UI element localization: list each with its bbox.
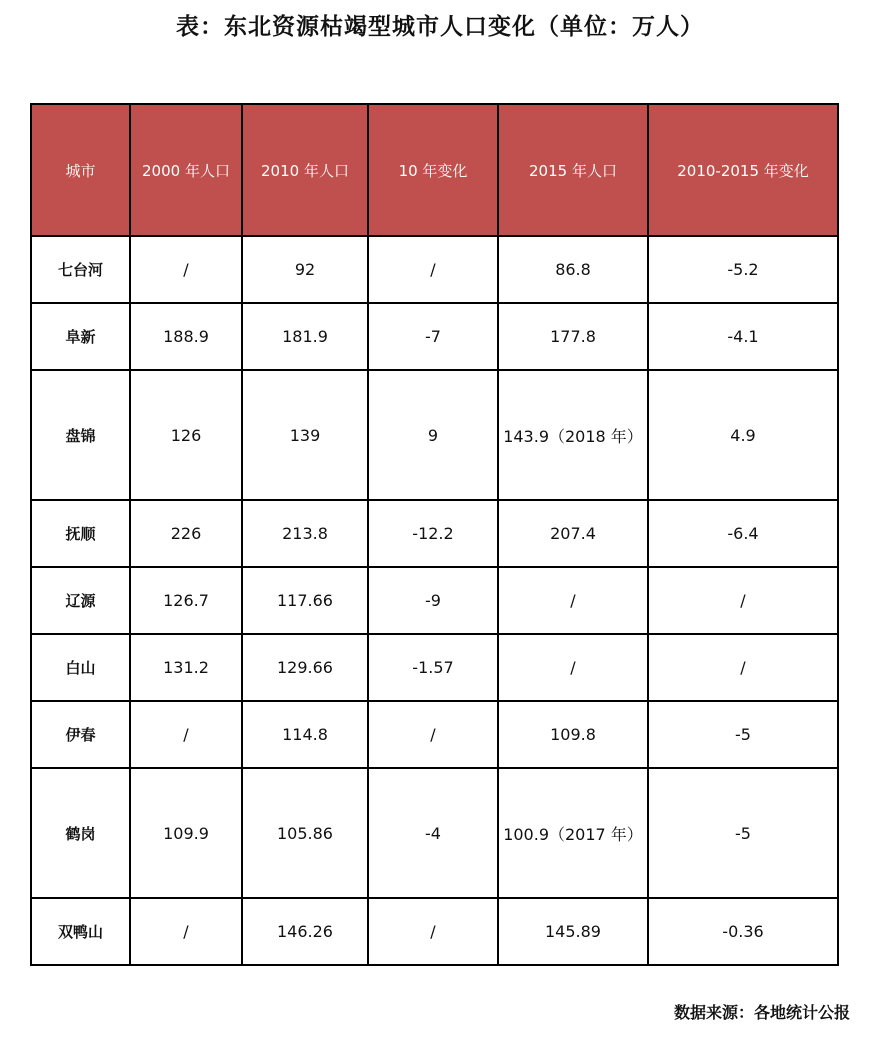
cell-2015-population: 145.89 xyxy=(498,898,648,965)
cell-2010-population: 105.86 xyxy=(242,768,368,898)
table-row xyxy=(31,634,838,701)
cell-city: 七台河 xyxy=(31,236,130,303)
cell-10-year-change: -12.2 xyxy=(368,500,498,567)
cell-2010-2015-change: -4.1 xyxy=(648,303,838,370)
cell-city: 白山 xyxy=(31,634,130,701)
header-city: 城市 xyxy=(31,104,130,236)
cell-city: 伊春 xyxy=(31,701,130,768)
cell-10-year-change: -9 xyxy=(368,567,498,634)
cell-10-year-change: 9 xyxy=(368,370,498,500)
table-row xyxy=(31,898,838,965)
cell-2015-population: 109.8 xyxy=(498,701,648,768)
cell-2010-population: 114.8 xyxy=(242,701,368,768)
cell-2015-population: 177.8 xyxy=(498,303,648,370)
cell-2015-population: 143.9（2018 年） xyxy=(498,370,648,500)
header-2010-2015-change: 2010-2015 年变化 xyxy=(648,104,838,236)
cell-2015-population: 100.9（2017 年） xyxy=(498,768,648,898)
cell-10-year-change: / xyxy=(368,701,498,768)
population-table xyxy=(30,103,839,966)
table-row xyxy=(31,236,838,303)
cell-2000-population: 226 xyxy=(130,500,242,567)
cell-2010-2015-change: 4.9 xyxy=(648,370,838,500)
table-row xyxy=(31,370,838,500)
cell-2010-2015-change: -5.2 xyxy=(648,236,838,303)
table-row xyxy=(31,567,838,634)
cell-city: 鹤岗 xyxy=(31,768,130,898)
cell-2000-population: 188.9 xyxy=(130,303,242,370)
cell-2000-population: / xyxy=(130,236,242,303)
cell-city: 双鸭山 xyxy=(31,898,130,965)
cell-10-year-change: / xyxy=(368,236,498,303)
table-row xyxy=(31,500,838,567)
cell-2015-population: 207.4 xyxy=(498,500,648,567)
cell-2000-population: / xyxy=(130,701,242,768)
cell-2000-population: 126.7 xyxy=(130,567,242,634)
data-source-note: 数据来源：各地统计公报 xyxy=(673,1003,850,1022)
cell-city: 阜新 xyxy=(31,303,130,370)
cell-2010-2015-change: / xyxy=(648,567,838,634)
cell-2010-population: 129.66 xyxy=(242,634,368,701)
header-10-year-change: 10 年变化 xyxy=(368,104,498,236)
header-2015-population: 2015 年人口 xyxy=(498,104,648,236)
cell-city: 抚顺 xyxy=(31,500,130,567)
cell-2010-2015-change: -5 xyxy=(648,701,838,768)
cell-2010-population: 146.26 xyxy=(242,898,368,965)
cell-10-year-change: -1.57 xyxy=(368,634,498,701)
cell-2000-population: 126 xyxy=(130,370,242,500)
table-row xyxy=(31,768,838,898)
cell-2000-population: 131.2 xyxy=(130,634,242,701)
page-title: 表：东北资源枯竭型城市人口变化（单位：万人） xyxy=(176,14,704,40)
cell-2010-population: 181.9 xyxy=(242,303,368,370)
header-2000-population: 2000 年人口 xyxy=(130,104,242,236)
cell-2015-population: 86.8 xyxy=(498,236,648,303)
header-2010-population: 2010 年人口 xyxy=(242,104,368,236)
table-header-row xyxy=(31,104,838,236)
cell-city: 辽源 xyxy=(31,567,130,634)
table-row xyxy=(31,701,838,768)
cell-2010-population: 213.8 xyxy=(242,500,368,567)
cell-2010-2015-change: -0.36 xyxy=(648,898,838,965)
cell-2010-population: 139 xyxy=(242,370,368,500)
cell-10-year-change: -7 xyxy=(368,303,498,370)
cell-2010-population: 117.66 xyxy=(242,567,368,634)
cell-2015-population: / xyxy=(498,567,648,634)
cell-city: 盘锦 xyxy=(31,370,130,500)
cell-2000-population: 109.9 xyxy=(130,768,242,898)
table-row xyxy=(31,303,838,370)
cell-2010-2015-change: -5 xyxy=(648,768,838,898)
cell-2010-2015-change: / xyxy=(648,634,838,701)
cell-2010-2015-change: -6.4 xyxy=(648,500,838,567)
cell-2015-population: / xyxy=(498,634,648,701)
cell-10-year-change: -4 xyxy=(368,768,498,898)
cell-2010-population: 92 xyxy=(242,236,368,303)
cell-10-year-change: / xyxy=(368,898,498,965)
cell-2000-population: / xyxy=(130,898,242,965)
